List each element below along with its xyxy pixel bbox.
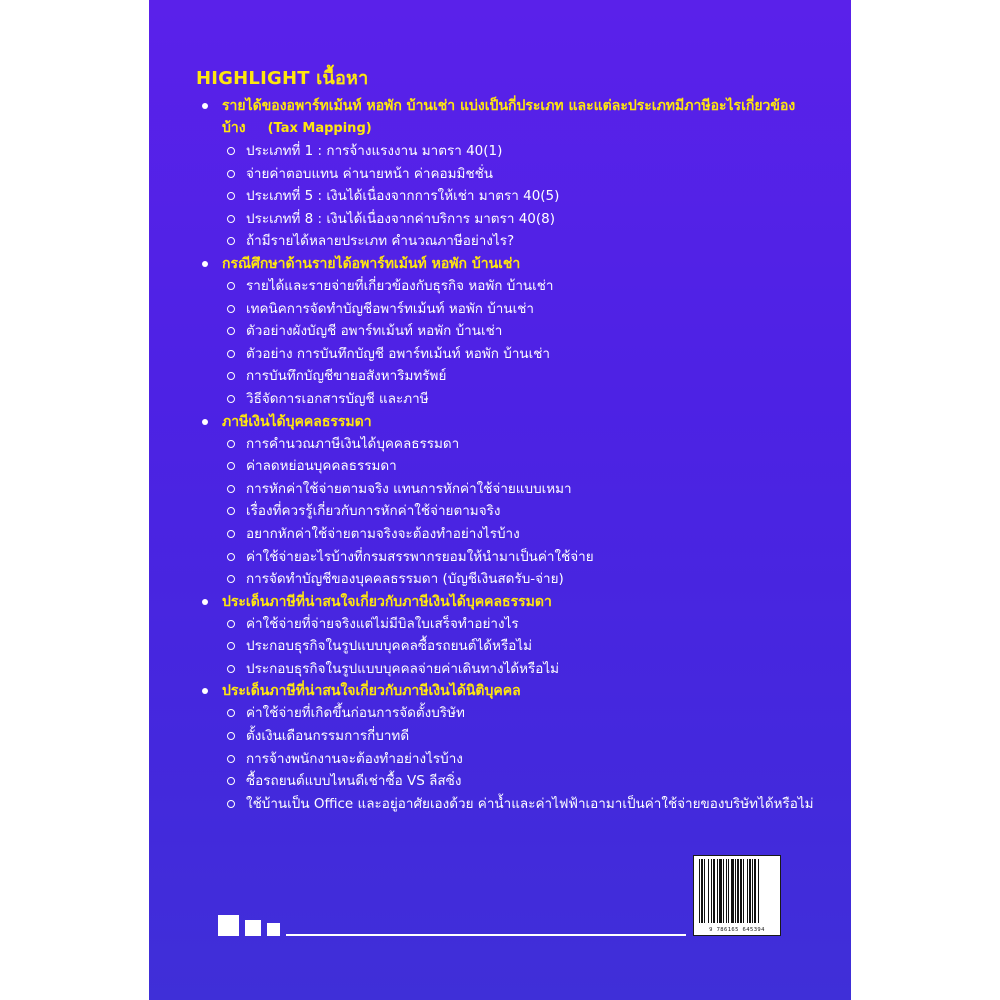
barcode-bar — [713, 859, 715, 923]
barcode-bar — [743, 859, 744, 923]
subitem: ประเภทที่ 5 : เงินได้เนื่องจากการให้เช่า มาตรา 40(5) — [246, 185, 829, 208]
barcode-bar — [749, 859, 751, 923]
barcode-bar — [704, 859, 705, 923]
barcode-bar — [711, 859, 712, 923]
subitem: วิธีจัดการเอกสารบัญชี และภาษี — [246, 388, 829, 411]
section-item — [199, 591, 829, 681]
barcode-bar — [719, 859, 722, 923]
subitem: ประกอบธุรกิจในรูปแบบบุคคลซื้อรถยนต์ได้หรือไม่ — [246, 635, 829, 658]
section-subitems — [222, 275, 829, 411]
subitem: เรื่องที่ควรรู้เกี่ยวกับการหักค่าใช้จ่ายตามจริง — [246, 500, 829, 523]
section-title — [222, 591, 829, 613]
section-item — [199, 680, 829, 815]
content-highlights-list — [199, 95, 829, 815]
barcode-bar — [735, 859, 736, 923]
publisher-logo — [218, 915, 283, 936]
barcode-bar — [728, 859, 729, 923]
barcode-bar — [726, 859, 727, 923]
section-subitems — [222, 140, 829, 253]
isbn-barcode — [693, 855, 781, 936]
subitem: เทคนิคการจัดทำบัญชีอพาร์ทเม้นท์ หอพัก บ้านเช่า — [246, 298, 829, 321]
section-title-text: กรณีศึกษาด้านรายได้อพาร์ทเม้นท์ หอพัก บ้านเช่า — [222, 255, 521, 272]
section-title — [222, 680, 829, 702]
subitem: ค่าใช้จ่ายที่จ่ายจริงแต่ไม่มีบิลใบเสร็จทำอย่างไร — [246, 613, 829, 636]
subitem: การจัดทำบัญชีของบุคคลธรรมดา (บัญชีเงินสดรับ-จ่าย) — [246, 568, 829, 591]
back-cover — [149, 0, 851, 1000]
highlight-title: HIGHLIGHT เนื้อหา — [196, 68, 369, 89]
section-item — [199, 411, 829, 591]
barcode-bar — [758, 859, 759, 923]
subitem: ประกอบธุรกิจในรูปแบบบุคคลจ่ายค่าเดินทางได้หรือไม่ — [246, 658, 829, 681]
barcode-bar — [731, 859, 734, 923]
section-tag: (Tax Mapping) — [267, 121, 372, 136]
subitem: ใช้บ้านเป็น Office และอยู่อาศัยเองด้วย ค่าน้ำและค่าไฟฟ้าเอามาเป็นค่าใช้จ่ายของบริษัทได้หรือไม่ — [246, 793, 829, 816]
subitem: ตัวอย่างผังบัญชี อพาร์ทเม้นท์ หอพัก บ้านเช่า — [246, 320, 829, 343]
subitem: ตั้งเงินเดือนกรรมการกี่บาทดี — [246, 725, 829, 748]
subitem: ถ้ามีรายได้หลายประเภท คำนวณภาษีอย่างไร? — [246, 230, 829, 253]
footer-divider — [286, 934, 686, 936]
barcode-bar — [717, 859, 718, 923]
subitem: ค่าลดหย่อนบุคคลธรรมดา — [246, 455, 829, 478]
section-item — [199, 253, 829, 411]
section-item — [199, 95, 829, 253]
section-title — [222, 253, 829, 275]
section-title-text: ภาษีเงินได้บุคคลธรรมดา — [222, 413, 372, 430]
section-title-text: ประเด็นภาษีที่น่าสนใจเกี่ยวกับภาษีเงินได้นิติบุคคล — [222, 683, 521, 700]
section-title-text: ประเด็นภาษีที่น่าสนใจเกี่ยวกับภาษีเงินได้บุคคลธรรมดา — [222, 593, 552, 610]
barcode-bar — [723, 859, 724, 923]
subitem: ประเภทที่ 8 : เงินได้เนื่องจากค่าบริการ มาตรา 40(8) — [246, 208, 829, 231]
subitem: การบันทึกบัญชีขายอสังหาริมทรัพย์ — [246, 365, 829, 388]
barcode-bar — [754, 859, 756, 923]
section-title — [222, 411, 829, 433]
section-title — [222, 95, 829, 140]
subitem: ประเภทที่ 1 : การจ้างแรงงาน มาตรา 40(1) — [246, 140, 829, 163]
barcode-bar — [747, 859, 748, 923]
subitem: อยากหักค่าใช้จ่ายตามจริงจะต้องทำอย่างไรบ้าง — [246, 523, 829, 546]
subitem: การหักค่าใช้จ่ายตามจริง แทนการหักค่าใช้จ่ายแบบเหมา — [246, 478, 829, 501]
barcode-bar — [740, 859, 742, 923]
barcode-bar — [701, 859, 703, 923]
subitem: จ่ายค่าตอบแทน ค่านายหน้า ค่าคอมมิชชั่น — [246, 163, 829, 186]
section-subitems — [222, 613, 829, 681]
section-subitems — [222, 433, 829, 591]
barcode-bar — [752, 859, 753, 923]
subitem: ตัวอย่าง การบันทึกบัญชี อพาร์ทเม้นท์ หอพัก บ้านเช่า — [246, 343, 829, 366]
subitem: ค่าใช้จ่ายอะไรบ้างที่กรมสรรพากรยอมให้นำมาเป็นค่าใช้จ่าย — [246, 546, 829, 569]
barcode-bar — [699, 859, 700, 923]
barcode-digits: 9 786165 645394 — [709, 927, 765, 933]
barcode-bars — [698, 859, 778, 923]
barcode-bar — [737, 859, 739, 923]
section-subitems — [222, 702, 829, 815]
subitem: ค่าใช้จ่ายที่เกิดขึ้นก่อนการจัดตั้งบริษัท — [246, 702, 829, 725]
subitem: การจ้างพนักงานจะต้องทำอย่างไรบ้าง — [246, 748, 829, 771]
subitem: ซื้อรถยนต์แบบไหนดีเช่าซื้อ VS ลีสซิ่ง — [246, 770, 829, 793]
barcode-bar — [708, 859, 709, 923]
subitem: รายได้และรายจ่ายที่เกี่ยวข้องกับธุรกิจ หอพัก บ้านเช่า — [246, 275, 829, 298]
subitem: การคำนวณภาษีเงินได้บุคคลธรรมดา — [246, 433, 829, 456]
section-title-text: รายได้ของอพาร์ทเม้นท์ หอพัก บ้านเช่า แบ่งเป็นกี่ประเภท และแต่ละประเภทมีภาษีอะไรเกี่ยวข้องบ้าง — [222, 98, 796, 136]
